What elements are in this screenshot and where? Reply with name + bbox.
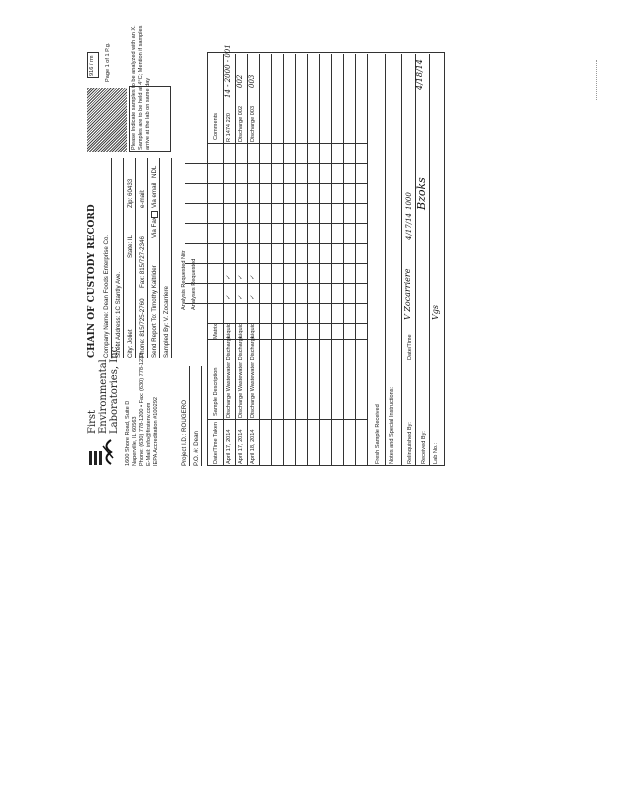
company-email: E-Mail: info@firstenv.com: [146, 402, 152, 466]
received-by-label: Received By:: [421, 431, 427, 464]
client-send-report-to: Send Report To: Timothy Kaltrider: [151, 265, 158, 358]
row3-date: April 18, 2014: [250, 429, 256, 464]
client-sampled-by: Sampled By: V. Zocarriere: [163, 286, 170, 358]
row1-matrix: Liquid: [226, 323, 232, 338]
notes-special-instructions: Notes and Special Instructions:: [389, 386, 395, 464]
client-via-email: Via email: [151, 182, 158, 208]
date-time-label: Date/Time: [407, 334, 413, 360]
header-date-time: Date/Time Taken: [213, 422, 219, 464]
client-ndl: NDL: [151, 165, 158, 178]
company-name-line2: Environmental: [98, 359, 109, 434]
header-sample-description: Sample Description: [213, 367, 219, 416]
row1-date: April 17, 2014: [226, 429, 232, 464]
analysis-header1: Analysis Requested Nitr: [181, 250, 187, 310]
via-fax-checkbox: [151, 211, 158, 218]
company-name-line1: First: [87, 409, 98, 434]
row3-description: Discharge Wastewater Discharge: [250, 335, 256, 418]
initials: Vgs: [431, 304, 440, 320]
company-address1: 1600 Shore Road, Suite D: [125, 400, 131, 466]
received-date: 4/18/14: [415, 59, 424, 90]
row2-matrix: Liquid: [238, 323, 244, 338]
row2-comment: Discharge 002: [238, 105, 244, 142]
header-matrix: Matrix: [213, 323, 219, 339]
company-address2: Naperville, IL 60563: [132, 416, 138, 466]
rotated-form: First Environmental Laboratories, Inc. 1600 Shore Road, Suite D Naperville, IL 60563 Phone: (630) 778-1200 • Fax: (630) 778-1233 E-Mail: info@firstenv.com IEPA Accreditation #100292 CHAIN OF CUSTODY RECORD Company Name: Dean Foods Enterprise Co. Street Address: 1C Stantly Ave. City: Joliet State: IL Zip: 60433 Phone: 815/725-2760 Fax: 815/727-2346 e-mail: Send Report To: Timothy Kaltrider Via Fax Via email NDL Sampled By: V. Zocarriere Please Indicate samples to be analyzed with an X. Samples are to be held at 4°C; Mention if samples arrive at the lab on same day 916 / rm Page 1 of 1 P.g. Project I.D.: ROUGERO P.O. #: Dean Analysis Requested Nitr Analyses Requested Date/Time Taken Sample Description Matrix Comments April 17, 2014 Discharge Wastewater Discharge Liquid ✓ ✓ R 1474 220 14 - 2000 - 001 April 17, 2014 Discharge Wastewater Discharge Liquid ✓ ✓ Discharge 002 002 April 18, 2014 Discharge Wastewater Discharge Liquid ✓ ✓ Discharge 003 003 Fresh Sample Received Notes and Special Instructions: Relinquished By: V Zocarriere Date/Time 4/17/14 1000 Received By: Bzoks 4/18/14 Lab No.: Vgs: [85, 50, 545, 470]
project-po: P.O. #: Dean: [193, 431, 200, 466]
relinquished-time: 1000: [405, 192, 413, 210]
notes-line1: Please Indicate samples to be analyzed with an X.: [131, 25, 137, 150]
client-city: City: Joliet: [127, 329, 134, 358]
client-fax: Fax: 815/727-2346: [139, 236, 146, 288]
received-signature: Bzoks: [415, 177, 428, 210]
row2-date: April 17, 2014: [238, 429, 244, 464]
row1-lab-id: 14 - 2000 - 001: [224, 44, 232, 98]
client-email: e-mail:: [139, 189, 146, 208]
analysis-header2: Analyses Requested: [191, 258, 197, 310]
relinquished-by-label: Relinquished By:: [407, 422, 413, 464]
lab-id-label: Lab No.:: [433, 442, 439, 464]
client-state: State: IL: [127, 234, 134, 258]
scan-artifact: [596, 60, 597, 100]
page-number: 916 / rm: [89, 55, 95, 76]
header-comments: Comments: [213, 112, 219, 140]
fresh-sample-label: Fresh Sample Received: [375, 404, 381, 464]
relinquished-signature: V Zocarriere: [403, 268, 412, 320]
page-of: Page 1 of 1 P.g.: [105, 42, 111, 82]
company-accreditation: IEPA Accreditation #100292: [153, 397, 159, 466]
notes-line3: arrive at the lab on same day: [145, 77, 151, 150]
project-id: Project I.D.: ROUGERO: [181, 399, 188, 466]
client-zip: Zip: 60433: [127, 178, 134, 208]
row1-comment: R 1474 220: [226, 113, 232, 142]
company-phone: Phone: (630) 778-1200 • Fax: (630) 778-1233: [139, 352, 145, 466]
row3-matrix: Liquid: [250, 323, 256, 338]
client-phone: Phone: 815/725-2760: [139, 298, 146, 358]
client-street: Street Address: 1C Stantly Ave.: [115, 271, 122, 358]
row2-lab-id: 002: [236, 74, 244, 88]
notes-line2: Samples are to be held at 4°C; Mention if samples: [138, 25, 144, 150]
row2-description: Discharge Wastewater Discharge: [238, 335, 244, 418]
row1-description: Discharge Wastewater Discharge: [226, 335, 232, 418]
row3-comment: Discharge 003: [250, 105, 256, 142]
client-company-name: Company Name: Dean Foods Enterprise Co.: [103, 234, 110, 358]
shaded-lab-use-block: [87, 88, 127, 152]
form-title: CHAIN OF CUSTODY RECORD: [87, 204, 97, 358]
company-logo-icon: [87, 438, 115, 466]
relinquished-date: 4/17/14: [405, 213, 413, 240]
client-via-fax: Via Fax: [151, 217, 158, 238]
company-name-line3: Laboratories, Inc.: [109, 343, 120, 434]
row3-lab-id: 003: [248, 74, 256, 88]
